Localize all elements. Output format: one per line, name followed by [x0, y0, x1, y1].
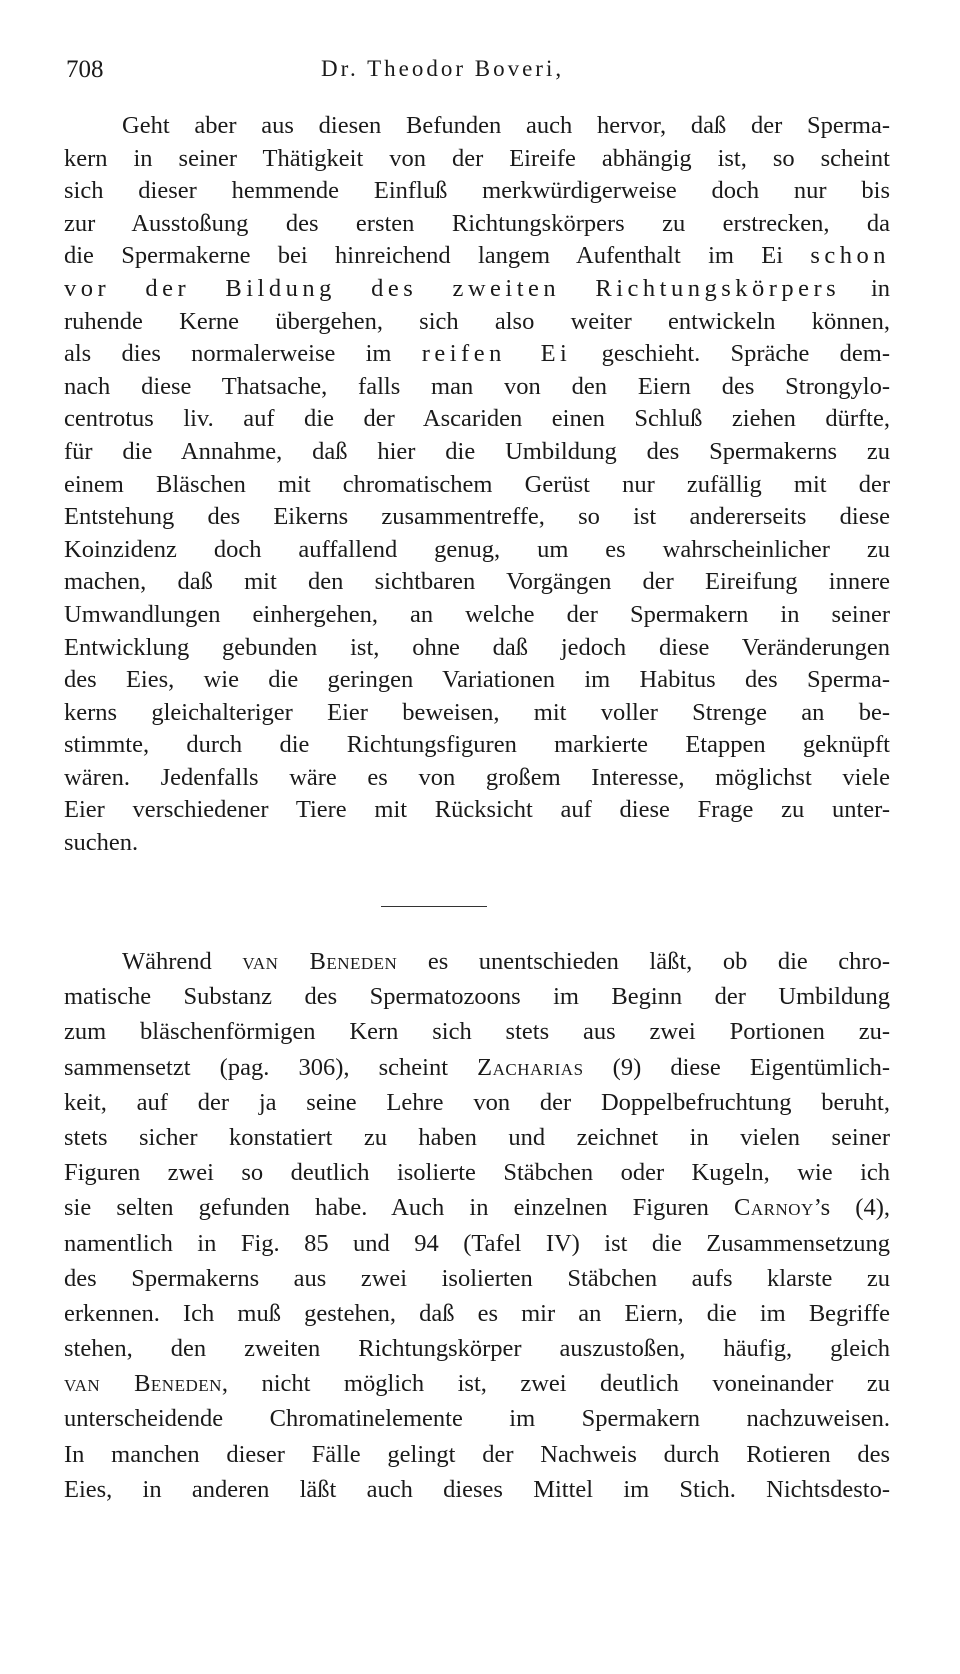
text-line: In manchen dieser Fälle gelingt der Nachweis durch Rotieren des: [64, 1440, 890, 1468]
text-line: kern in seiner Thätigkeit von der Eireife abhängig ist, so scheint: [64, 144, 890, 172]
text-line: matische Substanz des Spermatozoons im Beginn der Umbildung: [64, 983, 890, 1011]
text-line: Umwandlungen einhergehen, an welche der Spermakern in seiner: [64, 600, 890, 628]
text-line: [64, 338, 890, 371]
text-line: ruhende Kerne übergehen, sich also weiter entwickeln können,: [64, 307, 890, 335]
text-line: sich dieser hemmende Einfluß merkwürdigerweise doch nur bis: [64, 177, 890, 205]
text-line: [64, 273, 890, 306]
text-run: die Spermakerne bei hinreichend langem Aufenthalt im Ei: [64, 242, 811, 270]
text-line: namentlich in Fig. 85 und 94 (Tafel IV) ist die Zusammensetzung: [64, 1229, 890, 1257]
text-line: [64, 1050, 890, 1085]
text-line: Entwicklung gebunden ist, ohne daß jedoch diese Veränderungen: [64, 633, 890, 661]
text-run: sammensetzt (pag. 306), scheint: [64, 1053, 478, 1081]
text-line: Geht aber aus diesen Befunden auch hervor, daß der Sperma-: [122, 112, 890, 139]
running-head: Dr. Theodor Boveri,: [321, 56, 565, 81]
text-run: sie selten gefunden habe. Auch in einzelnen Figuren: [64, 1194, 734, 1222]
paragraph-2: [64, 944, 890, 1507]
text-line: Koinzidenz doch auffallend genug, um es wahrscheinlicher zu: [64, 535, 890, 563]
text-line: Eier verschiedener Tiere mit Rücksicht auf diese Frage zu unter-: [64, 796, 890, 824]
text-line: keit, auf der ja seine Lehre von der Doppelbefruchtung beruht,: [64, 1088, 890, 1116]
page-number: 708: [66, 56, 104, 83]
emphasis-spaced: vor der Bildung des zweiten Richtungskörpers: [64, 274, 841, 302]
section-divider: [381, 906, 487, 907]
emphasis-spaced: schon: [810, 242, 890, 270]
text-line: nach diese Thatsache, falls man von den Eiern des Strongylo-: [64, 372, 890, 400]
text-line: einem Bläschen mit chromatischem Gerüst nur zufällig mit der: [64, 470, 890, 498]
page-header: [66, 56, 886, 90]
text-line: [64, 944, 890, 979]
text-line: kerns gleichalteriger Eier beweisen, mit voller Strenge an be-: [64, 698, 890, 726]
text-line: stets sicher konstatiert zu haben und zeichnet in vielen seiner: [64, 1123, 890, 1151]
text-run: geschieht. Spräche dem-: [571, 340, 890, 368]
text-line: [64, 1190, 890, 1225]
author-name: Carnoy: [734, 1194, 814, 1222]
text-line: suchen.: [64, 829, 139, 857]
author-name: van Beneden: [64, 1370, 222, 1398]
text-line: zur Ausstoßung des ersten Richtungskörpers zu erstrecken, da: [64, 209, 890, 237]
text-line: Entstehung des Eikerns zusammentreffe, so ist andererseits diese: [64, 503, 890, 531]
text-line: [64, 240, 890, 273]
text-run: in: [840, 274, 890, 302]
text-line: Eies, in anderen läßt auch dieses Mittel im Stich. Nichtsdesto-: [64, 1475, 890, 1503]
text-line: wären. Jedenfalls wäre es von großem Interesse, möglichst viele: [64, 763, 890, 791]
text-line: centrotus liv. auf die der Ascariden einen Schluß ziehen dürfte,: [64, 405, 890, 433]
text-line: erkennen. Ich muß gestehen, daß es mir an Eiern, die im Begriffe: [64, 1299, 890, 1327]
text-line: des Eies, wie die geringen Variationen im Habitus des Sperma-: [64, 666, 890, 694]
text-line: Figuren zwei so deutlich isolierte Stäbchen oder Kugeln, wie ich: [64, 1159, 890, 1187]
text-line: für die Annahme, daß hier die Umbildung des Spermakerns zu: [64, 437, 890, 465]
text-run: , nicht möglich ist, zwei deutlich voneinander zu: [221, 1370, 890, 1398]
author-name: van Beneden: [242, 948, 398, 975]
text-line: stehen, den zweiten Richtungskörper auszustoßen, häufig, gleich: [64, 1335, 890, 1363]
paragraph-1: [64, 110, 890, 860]
text-run: als dies normalerweise im: [64, 340, 422, 368]
text-run: (9) diese Eigentümlich-: [583, 1053, 890, 1081]
text-line: unterscheidende Chromatinelemente im Spermakern nachzuweisen.: [64, 1405, 890, 1433]
text-run: es unentschieden läßt, ob die chro-: [397, 948, 890, 975]
text-line: des Spermakerns aus zwei isolierten Stäbchen aufs klarste zu: [64, 1264, 890, 1292]
text-line: machen, daß mit den sichtbaren Vorgängen der Eireifung innere: [64, 568, 890, 596]
text-run: ’s (4),: [813, 1194, 890, 1222]
text-line: zum bläschenförmigen Kern sich stets aus zwei Portionen zu-: [64, 1018, 890, 1046]
text-run: Während: [122, 948, 243, 975]
text-line: [64, 1366, 890, 1401]
text-line: stimmte, durch die Richtungsfiguren markierte Etappen geknüpft: [64, 731, 890, 759]
emphasis-spaced: reifen Ei: [421, 340, 572, 368]
author-name: Zacharias: [477, 1053, 584, 1081]
